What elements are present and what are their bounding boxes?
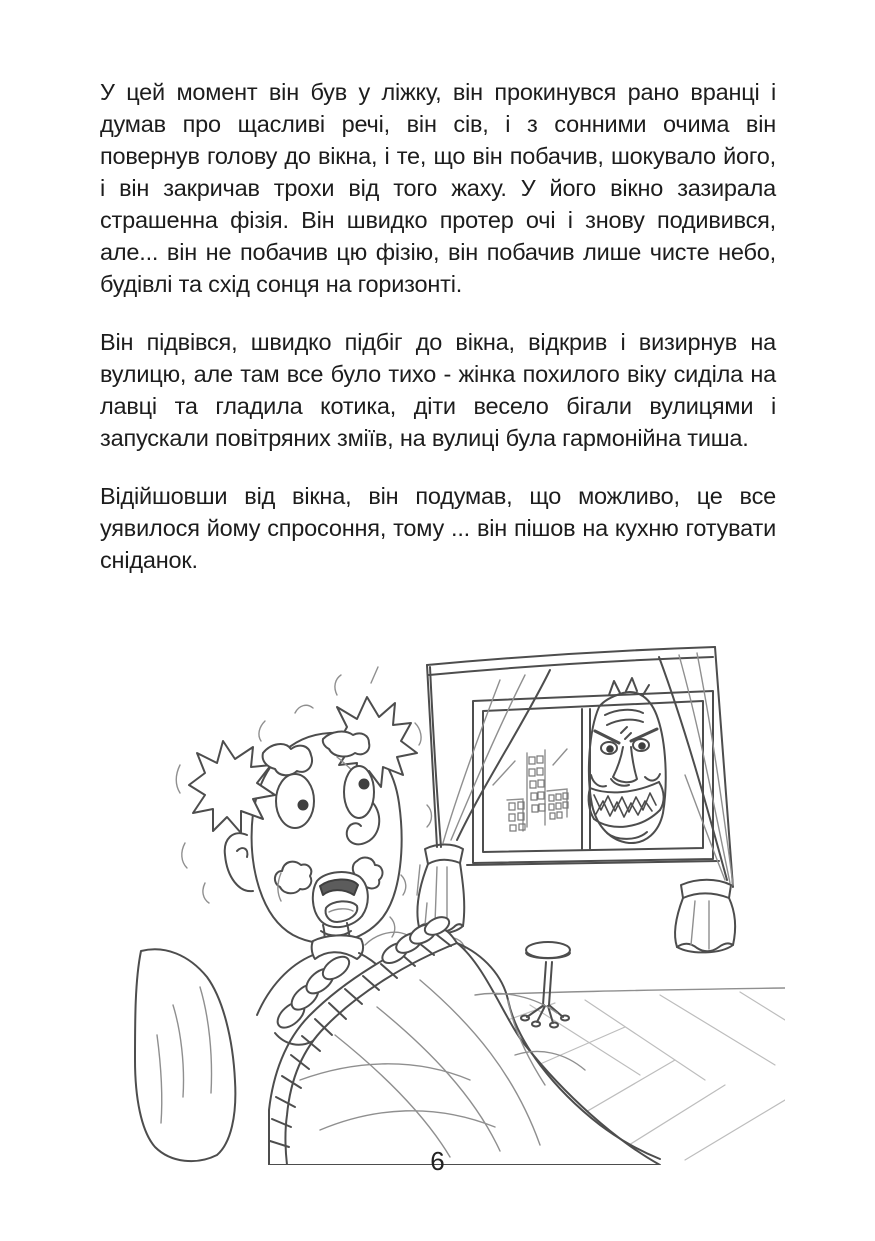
page-number: 6 (430, 1146, 445, 1176)
man-open-mouth (313, 872, 368, 927)
man-ear (225, 833, 253, 891)
pillow (135, 949, 235, 1161)
story-paragraph-3: Відійшовши від вікна, він подумав, що можливо, це все уявилося йому спросоння, тому ... він пішов на кухню готувати сніданок. (100, 483, 776, 573)
buildings-view (493, 749, 568, 831)
story-text (100, 76, 776, 602)
man-collar (312, 935, 363, 959)
right-curtain (659, 653, 735, 952)
story-paragraph-2: Він підвівся, швидко підбіг до вікна, відкрив і визирнув на вулицю, але там все було тихо - жінка похилого віку сиділа на лавці та гладила котика, діти весело бігали вулицями і запускали повітряних зміїв, на вулиці була гармонійна тиша. (100, 329, 776, 451)
story-paragraph-1: У цей момент він був у ліжку, він прокинувся рано вранці і думав про щасливі речі, він сів, і з сонними очима він повернув голову до вікна, і те, що він побачив, шокувало його, і він закричав трохи від того жаху. У його вікно зазирала страшенна фізія. Він швидко протер очі і знову подивився, але... він не побачив цю фізію, він побачив лише чисте небо, будівлі та схід сонця на горизонті. (100, 79, 776, 297)
illustration-scared-man-monster-window (85, 635, 785, 1165)
